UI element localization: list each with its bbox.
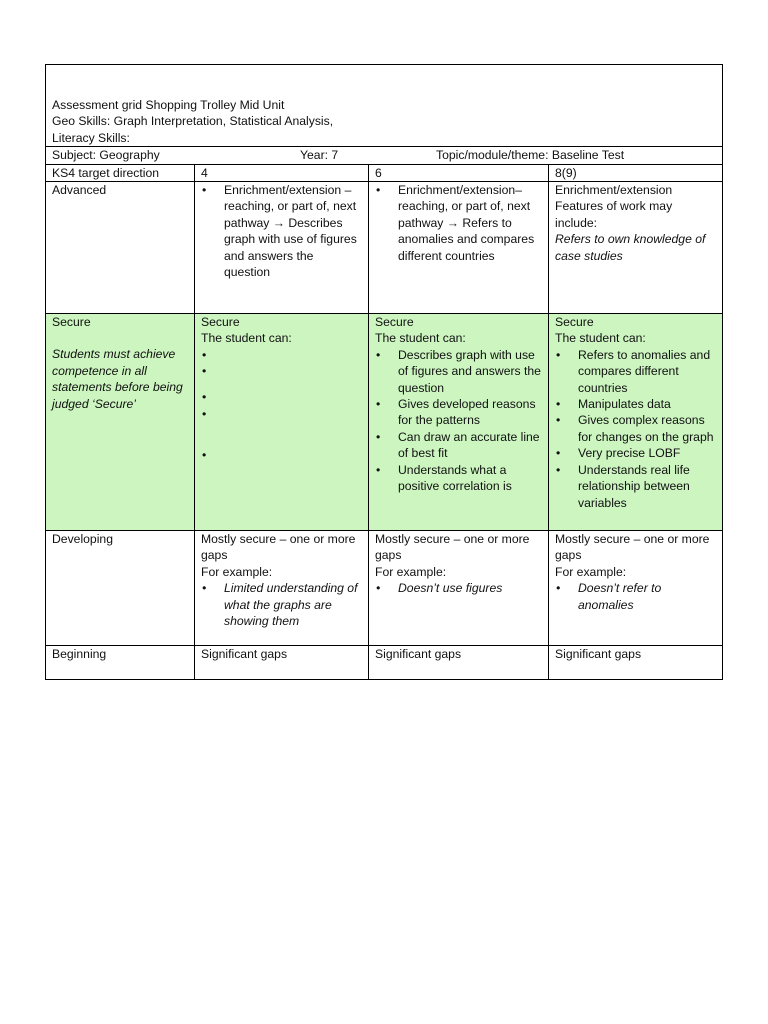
- advanced-cell-4: [195, 182, 369, 314]
- developing-summary: Mostly secure – one or more gaps: [201, 532, 356, 563]
- subject-row: [46, 147, 723, 164]
- topic-label: Topic/module/theme: Baseline Test: [436, 148, 625, 163]
- list-item: [201, 347, 362, 363]
- list-item: • Doesn’t refer to anomalies: [555, 580, 716, 613]
- developing-cell-8-9: [549, 531, 723, 646]
- column-header-4: 4: [195, 164, 369, 181]
- developing-example-label: For example:: [555, 564, 627, 579]
- list-item: • Understands what a positive correlation is: [375, 462, 542, 495]
- column-header-8-9: 8(9): [549, 164, 723, 181]
- list-item: • Enrichment/extension – reaching, or part of, next pathway → Describes graph with use of figures and answers the question: [201, 182, 362, 280]
- secure-intro: The student can:: [555, 331, 646, 346]
- literacy-skills-line: Literacy Skills:: [52, 130, 130, 145]
- advanced-cell-8-9: [549, 182, 723, 314]
- list-item: • Understands real life relationship between variables: [555, 462, 716, 511]
- developing-example-label: For example:: [375, 564, 447, 579]
- secure-heading: Secure: [201, 315, 240, 330]
- subject-label: Subject: Geography: [52, 148, 160, 163]
- list-item: [201, 389, 362, 405]
- advanced-enrichment-text: Enrichment/extension: [555, 183, 673, 198]
- secure-intro: The student can:: [201, 331, 292, 346]
- list-item: • Limited understanding of what the graphs are showing them: [201, 580, 362, 629]
- beginning-cell-8-9: Significant gaps: [549, 646, 723, 680]
- list-item: • Very precise LOBF: [555, 445, 716, 461]
- list-item: • Gives complex reasons for changes on the graph: [555, 412, 716, 445]
- secure-note: Students must achieve competence in all statements before being judged ‘Secure’: [52, 347, 183, 411]
- secure-intro: The student can:: [375, 331, 466, 346]
- secure-label-cell: [46, 314, 195, 531]
- list-item: • Describes graph with use of figures and answers the question: [375, 347, 542, 396]
- developing-summary: Mostly secure – one or more gaps: [555, 532, 710, 563]
- developing-example-label: For example:: [201, 564, 273, 579]
- secure-cell-4: [195, 314, 369, 531]
- year-label: Year: 7: [300, 148, 339, 163]
- geo-skills-line: Geo Skills: Graph Interpretation, Statistical Analysis,: [52, 114, 334, 129]
- list-item: • Enrichment/extension– reaching, or part of, next pathway → Refers to anomalies and compares different countries: [375, 182, 542, 264]
- beginning-cell-4: Significant gaps: [195, 646, 369, 680]
- secure-cell-8-9: [549, 314, 723, 531]
- developing-summary: Mostly secure – one or more gaps: [375, 532, 530, 563]
- beginning-label: Beginning: [46, 646, 195, 680]
- assessment-grid: [45, 64, 723, 680]
- advanced-cell-6: [369, 182, 549, 314]
- developing-cell-4: [195, 531, 369, 646]
- secure-label: Secure: [52, 315, 91, 330]
- beginning-cell-6: Significant gaps: [369, 646, 549, 680]
- column-header-6: 6: [369, 164, 549, 181]
- grid-title: Assessment grid Shopping Trolley Mid Unit: [52, 98, 285, 112]
- list-item: [201, 447, 362, 463]
- secure-heading: Secure: [555, 315, 594, 330]
- ks4-target-label: KS4 target direction: [46, 164, 195, 181]
- list-item-spacer: [201, 406, 362, 447]
- developing-cell-6: [369, 531, 549, 646]
- list-item-spacer: [201, 363, 362, 389]
- advanced-label: Advanced: [46, 182, 195, 314]
- list-item: • Doesn’t use figures: [375, 580, 542, 596]
- secure-cell-6: [369, 314, 549, 531]
- advanced-features-text: Features of work may include:: [555, 199, 673, 230]
- developing-label: Developing: [46, 531, 195, 646]
- list-item: • Can draw an accurate line of best fit: [375, 429, 542, 462]
- list-item: • Gives developed reasons for the patterns: [375, 396, 542, 429]
- grid-title-block: [46, 65, 723, 147]
- list-item: • Manipulates data: [555, 396, 716, 412]
- advanced-case-studies-text: Refers to own knowledge of case studies: [555, 232, 706, 263]
- list-item: • Refers to anomalies and compares different countries: [555, 347, 716, 396]
- secure-heading: Secure: [375, 315, 414, 330]
